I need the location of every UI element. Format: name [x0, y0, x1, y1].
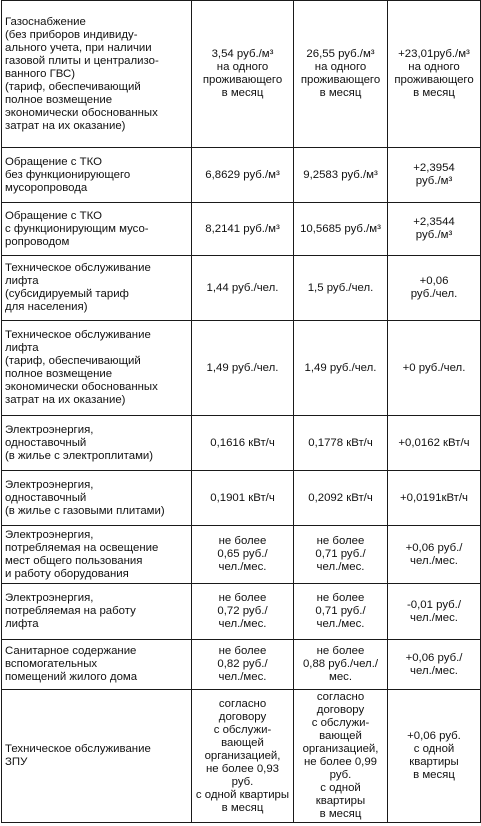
new-tariff-cell-text: согласно договору с обслужи- вающей организацией, не более 0,99 руб. с одной квартиры в месяц [302, 691, 379, 820]
table-row [2, 203, 481, 256]
service-name-cell [2, 148, 192, 203]
table-row [2, 1, 481, 148]
new-tariff-cell-text: 10,5685 руб./м³ [300, 222, 381, 235]
new-tariff-cell-text: не более 0,71 руб./ чел./мес. [315, 592, 366, 630]
tariff-change-cell-text: +0,06 руб./ чел./мес. [405, 541, 463, 567]
tariff-change-cell [388, 256, 481, 321]
service-name-cell-text: Обращение с ТКО с функционирующим мусо- ропроводом [5, 209, 149, 248]
old-tariff-cell-text: 0,1901 кВт/ч [210, 491, 275, 504]
old-tariff-cell-text: 1,49 руб./чел. [206, 361, 279, 374]
tariff-change-cell [388, 584, 481, 640]
service-name-cell [2, 471, 192, 526]
old-tariff-cell [192, 640, 294, 690]
old-tariff-cell [192, 526, 294, 584]
table-row [2, 148, 481, 203]
service-name-cell-text: Электроэнергия, потребляемая на работу лифта [5, 592, 136, 630]
service-name-cell [2, 1, 192, 148]
service-name-cell-text: Техническое обслуживание ЗПУ [5, 743, 151, 768]
tariff-change-cell-text: +0 руб./чел. [402, 361, 466, 374]
old-tariff-cell [192, 584, 294, 640]
table-row [2, 526, 481, 584]
new-tariff-cell-text: 9,2583 руб./м³ [303, 168, 378, 181]
tariff-change-cell-text: +2,3954 руб./м³ [413, 162, 455, 187]
tariff-change-cell [388, 203, 481, 256]
old-tariff-cell-text: 1,44 руб./чел. [206, 281, 279, 294]
service-name-cell [2, 584, 192, 640]
new-tariff-cell-text: не более 0,71 руб./ чел./мес. [315, 535, 366, 573]
old-tariff-cell-text: не более 0,72 руб./ чел./мес. [217, 592, 268, 630]
service-name-cell-text: Газоснабжение (без приборов индивиду- ального учета, при наличии газовой плиты и централизо- ванного ГВС) (тариф, обеспечивающий полное возмещение экономически обоснованных затрат на их оказание) [5, 15, 159, 132]
tariff-change-cell-text: +0,06 руб./ чел./мес. [405, 651, 463, 677]
service-name-cell [2, 690, 192, 823]
new-tariff-cell [294, 416, 388, 471]
old-tariff-cell [192, 690, 294, 823]
old-tariff-cell [192, 416, 294, 471]
new-tariff-cell-text: 0,1778 кВт/ч [308, 436, 373, 449]
table-row [2, 640, 481, 690]
table-row [2, 690, 481, 823]
old-tariff-cell-text: 8,2141 руб./м³ [205, 222, 280, 235]
new-tariff-cell-text: 0,2092 кВт/ч [308, 491, 373, 504]
tariff-change-cell [388, 526, 481, 584]
service-name-cell-text: Санитарное содержание вспомогательных помещений жилого дома [5, 645, 138, 683]
service-name-cell [2, 256, 192, 321]
tariff-change-cell-text: +2,3544 руб./м³ [413, 216, 455, 241]
new-tariff-cell [294, 1, 388, 148]
old-tariff-cell [192, 471, 294, 526]
old-tariff-cell-text: не более 0,82 руб./ чел./мес. [217, 645, 268, 683]
table-row [2, 584, 481, 640]
tariff-change-cell [388, 471, 481, 526]
tariff-change-cell [388, 416, 481, 471]
service-name-cell [2, 203, 192, 256]
tariff-change-cell [388, 640, 481, 690]
new-tariff-cell [294, 640, 388, 690]
tariff-change-cell-text: +0,0162 кВт/ч [398, 436, 470, 449]
service-name-cell [2, 526, 192, 584]
tariff-change-cell-text: +0,06 руб./чел. [410, 275, 458, 300]
service-name-cell-text: Электроэнергия, одноставочный (в жилье с газовыми плитами) [5, 478, 165, 517]
new-tariff-cell-text: не более 0,88 руб./чел./ мес. [302, 645, 379, 683]
tariff-change-cell-text: +0,06 руб. с одной квартиры в месяц [407, 730, 461, 781]
table-row [2, 256, 481, 321]
tariff-change-cell-text: -0,01 руб./ чел./мес. [406, 598, 461, 624]
service-name-cell [2, 416, 192, 471]
table-row [2, 471, 481, 526]
old-tariff-cell [192, 203, 294, 256]
old-tariff-cell-text: 6,8629 руб./м³ [205, 168, 280, 181]
new-tariff-cell [294, 203, 388, 256]
new-tariff-cell [294, 148, 388, 203]
service-name-cell-text: Обращение с ТКО без функционирующего мусоропровода [5, 155, 131, 194]
new-tariff-cell [294, 526, 388, 584]
old-tariff-cell-text: 3,54 руб./м³ на одного проживающего в месяц [202, 48, 283, 99]
tariff-change-cell [388, 1, 481, 148]
tariff-change-cell [388, 148, 481, 203]
new-tariff-cell-text: 1,5 руб./чел. [307, 281, 374, 294]
old-tariff-cell-text: согласно договору с обслужи- вающей организацией, не более 0,93 руб. с одной квартиры в месяц [195, 697, 290, 814]
new-tariff-cell-text: 1,49 руб./чел. [304, 361, 377, 374]
tariff-change-cell-text: +23,01руб./м³ на одного проживающего в месяц [394, 48, 474, 99]
new-tariff-cell [294, 256, 388, 321]
old-tariff-cell [192, 1, 294, 148]
tariff-table-body [2, 1, 481, 823]
new-tariff-cell [294, 321, 388, 416]
old-tariff-cell-text: не более 0,65 руб./ чел./мес. [217, 535, 268, 573]
new-tariff-cell [294, 690, 388, 823]
service-name-cell-text: Электроэнергия, одноставочный (в жилье с электроплитами) [5, 423, 154, 462]
table-row [2, 416, 481, 471]
tariff-change-cell-text: +0,0191кВт/ч [399, 491, 468, 504]
table-row [2, 321, 481, 416]
new-tariff-cell-text: 26,55 руб./м³ на одного проживающего в месяц [300, 48, 381, 99]
service-name-cell-text: Техническое обслуживание лифта (тариф, обеспечивающий полное возмещение экономически обоснованных затрат на их оказание) [5, 329, 158, 406]
tariff-change-cell [388, 321, 481, 416]
tariff-table [1, 0, 481, 823]
old-tariff-cell [192, 256, 294, 321]
old-tariff-cell-text: 0,1616 кВт/ч [210, 436, 275, 449]
service-name-cell [2, 321, 192, 416]
service-name-cell-text: Техническое обслуживание лифта (субсидируемый тариф для населения) [5, 262, 151, 313]
old-tariff-cell [192, 148, 294, 203]
tariff-change-cell [388, 690, 481, 823]
old-tariff-cell [192, 321, 294, 416]
new-tariff-cell [294, 584, 388, 640]
service-name-cell-text: Электроэнергия, потребляемая на освещение мест общего пользования и работу оборудования [5, 528, 159, 580]
service-name-cell [2, 640, 192, 690]
new-tariff-cell [294, 471, 388, 526]
